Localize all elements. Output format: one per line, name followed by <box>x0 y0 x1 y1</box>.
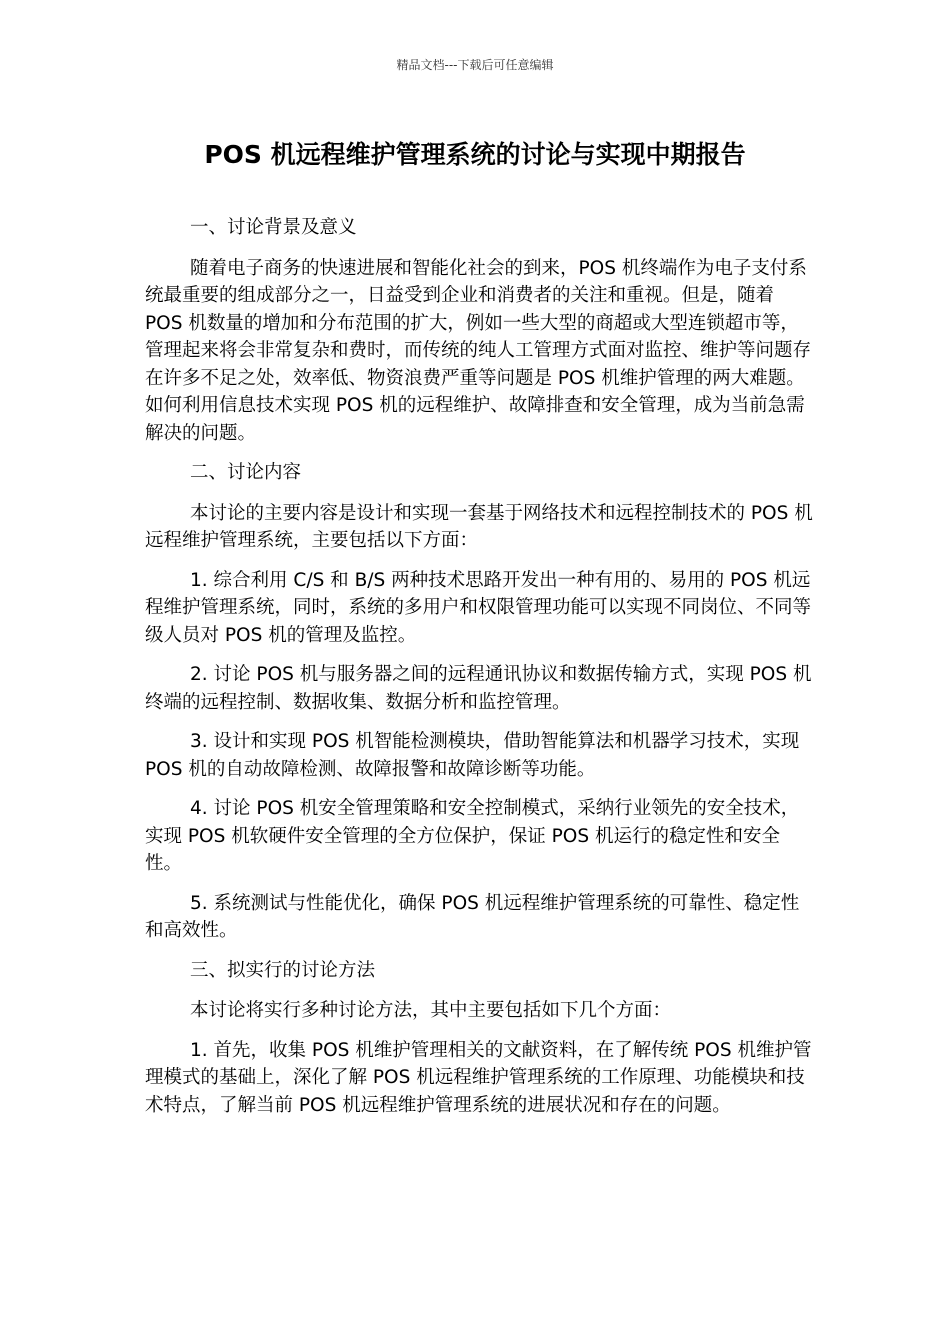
list-item-content-3: 3. 设计和实现 POS 机智能检测模块，借助智能算法和机器学习技术，实现 POS 机的自动故障检测、故障报警和故障诊断等功能。 <box>145 731 800 780</box>
document-body <box>145 214 815 1131</box>
section-heading-background: 一、讨论背景及意义 <box>190 217 357 238</box>
list-item-content-2: 2. 讨论 POS 机与服务器之间的远程通讯协议和数据传输方式，实现 POS 机终端的远程控制、数据收集、数据分析和监控管理。 <box>145 664 812 713</box>
list-item-content-1: 1. 综合利用 C/S 和 B/S 两种技术思路开发出一种有用的、易用的 POS 机远程维护管理系统，同时，系统的多用户和权限管理功能可以实现不同岗位、不同等级人员对 POS 机的管理及监控。 <box>145 569 812 646</box>
paragraph-content-intro: 本讨论的主要内容是设计和实现一套基于网络技术和远程控制技术的 POS 机远程维护管理系统，主要包括以下方面： <box>145 502 813 551</box>
list-item-content-5: 5. 系统测试与性能优化，确保 POS 机远程维护管理系统的可靠性、稳定性和高效性。 <box>145 892 800 941</box>
header-note: 精品文档---下载后可任意编辑 <box>396 58 554 72</box>
list-item-methods-1: 1. 首先，收集 POS 机维护管理相关的文献资料，在了解传统 POS 机维护管理模式的基础上，深化了解 POS 机远程维护管理系统的工作原理、功能模块和技术特点，了解当前 POS 机远程维护管理系统的进展状况和存在的问题。 <box>145 1039 812 1116</box>
list-item-content-4: 4. 讨论 POS 机安全管理策略和安全控制模式，采纳行业领先的安全技术，实现 POS 机软硬件安全管理的全方位保护，保证 POS 机运行的稳定性和安全性。 <box>145 798 800 874</box>
section-heading-methods: 三、拟实行的讨论方法 <box>190 959 376 981</box>
document-title: POS 机远程维护管理系统的讨论与实现中期报告 <box>204 140 746 169</box>
section-heading-content: 二、讨论内容 <box>190 462 302 483</box>
paragraph-methods-intro: 本讨论将实行多种讨论方法，其中主要包括如下几个方面： <box>190 1000 672 1021</box>
paragraph-background: 随着电子商务的快速进展和智能化社会的到来，POS 机终端作为电子支付系统最重要的组成部分之一，日益受到企业和消费者的关注和重视。但是，随着 POS 机数量的增加和分布范围的扩大，例如一些大型的商超或大型连锁超市等，管理起来将会非常复杂和费时，而传统的纯人工管理方式面对监控、维护等问题存在许多不足之处，效率低、物资浪费严重等问题是 POS 机维护管理的两大难题。如何利用信息技术实现 POS 机的远程维护、故障排查和安全管理，成为当前急需解决的问题。 <box>145 257 812 444</box>
